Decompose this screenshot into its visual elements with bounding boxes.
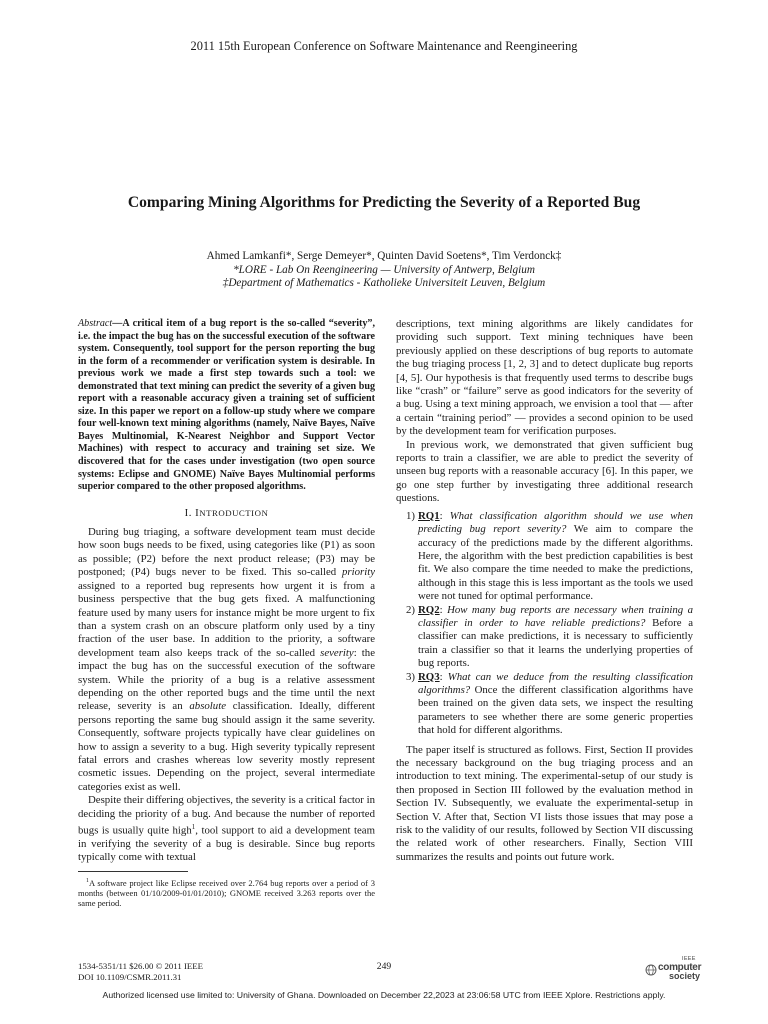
issn-line: 1534-5351/11 $26.00 © 2011 IEEE <box>78 961 204 971</box>
text-run: Despite their differing objectives, the severity is a critical factor in deciding the priority of a bug. And because the number of reported bugs is usually quite high <box>78 794 375 837</box>
globe-icon <box>645 964 657 976</box>
doi-line: DOI 10.1109/CSMR.2011.31 <box>78 972 182 982</box>
footnote-text: A software project like Eclipse received over 2.764 bug reports over a period of 3 months (between 01/10/2009-01/01/2010); GNOME received 3.263 reports over the same period. <box>78 877 375 909</box>
rq-question: What can we deduce from the resulting classification algorithms? <box>418 670 693 696</box>
text-run: : the impact the bug has on the successful execution of the software system. While the priority of a bug is a relative assessment depending on the other reported bugs and the time until the next release, severity is an <box>78 646 375 713</box>
footer-identifiers <box>78 961 203 983</box>
conference-header: 2011 15th European Conference on Software Maintenance and Reengineering <box>190 39 578 53</box>
right-paragraph-2: In previous work, we demonstrated that given sufficient bug reports to train a classifier, we are able to predict the severity of unseen bug reports with a reasonable accuracy [6]. In this paper, we go one step further by investigating three additional research questions. <box>396 438 693 505</box>
text-run: assigned to a reported bug represents how urgent it is from a business perspective that the bug gets fixed. A malfunctioning feature used by many users for instance might be more urgent to fix than a system crash on an obscure platform only used by a tiny fraction of the user base. In addition to the priority, a software development team also keeps track of the so-called <box>78 579 375 659</box>
right-column <box>396 318 693 864</box>
logo-computer-text: computer <box>658 962 702 973</box>
text-run: classification. Ideally, different persons reporting the same bug should assign it the same severity. Consequently, software projects typically have clear guidelines on how to assign a severity to a bug. High severity typically represent fatal errors and crashes whereas low severity mostly represent cosmetic issues. Depending on the project, several intermediate categories exist as well. <box>78 700 375 793</box>
paper-title: Comparing Mining Algorithms for Predicting the Severity of a Reported Bug <box>127 194 641 211</box>
page-number: 249 <box>376 961 392 972</box>
intro-paragraph-2 <box>78 794 375 865</box>
footnote-marker: 1 <box>191 823 196 831</box>
left-column <box>78 318 375 908</box>
right-paragraph-3: The paper itself is structured as follows. First, Section II provides the necessary background on the bug triaging process and an introduction to text mining. The experimental-setup of our study is then proposed in Section III followed by the evaluation method in Section IV. Subsequently, we evaluate the experimental-setup in Section V. After that, Section VI lists those issues that may pose a risk to the validity of our results, followed by Section VII discussing the related work of other researchers. Finally, Section VIII summarizes the results and points out future work. <box>396 743 693 863</box>
abstract-text: —A critical item of a bug report is the so-called “severity”, i.e. the impact the bug has on the successful execution of the software system. Consequently, tool support for the person reporting the bug in the form of a recommender or verification system is desirable. In previous work we made a first step towards such a tool: we demonstrated that text mining can predict the severity of a given bug report with a reasonable accuracy given a training set of sufficient size. In this paper we report on a follow-up study where we compare four well-known text mining algorithms (namely, Naïve Bayes, Naïve Bayes Multinomial, K-Nearest Neighbor and Support Vector Machines) with respect to accuracy and training set size. We discovered that for the cases under investigation (two open source systems: Eclipse and GNOME) Naïve Bayes Multinomial performs superior compared to the other proposed algorithms. <box>78 318 375 493</box>
logo-society-text: society <box>669 971 701 981</box>
list-number: 3) <box>406 670 415 683</box>
footnote <box>78 876 375 908</box>
list-number: 1) <box>406 509 415 522</box>
term-absolute: absolute <box>189 700 226 713</box>
rq-text: We aim to compare the accuracy of the predictions made by the different algorithms. Here, the algorithm with the best prediction capabilities is best fit. We also compare the time needed to make the predictions, although in this stage this is less important as the tools we used were not tuned for optimal performance. <box>418 523 693 603</box>
list-number: 2) <box>406 603 415 616</box>
rq-label: RQ2 <box>418 603 440 616</box>
affiliation-leuven: ‡Department of Mathematics - Katholieke Universiteit Leuven, Belgium <box>222 277 546 289</box>
text-run: , tool support to aid a development team in verifying the severity of a bug is desirable. Since bug reports typically come with textual <box>78 824 375 864</box>
rq-label: RQ3 <box>418 670 440 683</box>
section-initial: I <box>195 506 200 519</box>
rq-question: How many bug reports are necessary when training a classifier in order to have reliable predictions? <box>418 603 693 629</box>
footnote-divider <box>78 871 188 872</box>
section-title-smallcaps: NTRODUCTION <box>199 507 269 518</box>
section-number: I. <box>184 506 196 519</box>
license-notice: Authorized licensed use limited to: University of Ghana. Downloaded on December 22,2023 at 23:06:58 UTC from IEEE Xplore. Restrictions apply. <box>102 990 666 1000</box>
author-names: Ahmed Lamkanfi*, Serge Demeyer*, Quinten David Soetens*, Tim Verdonck‡ <box>206 250 562 262</box>
abstract-lead: Abstract <box>78 318 113 329</box>
rq-question: What classification algorithm should we use when predicting bug report severity? <box>418 509 693 536</box>
author-block <box>0 250 768 291</box>
rq-text: Once the different classification algorithms have been trained on the given data sets, we inspect the resulting parameters to see whether there are some generic properties that hold for different algorithms. <box>418 683 693 737</box>
right-paragraph-1: descriptions, text mining algorithms are likely candidates for providing such support. Text mining techniques have been previously applied on these descriptions of bug reports to automate the bug triaging process [1, 2, 3] and to detect duplicate bug reports [4, 5]. Our hypothesis is that frequently used terms to describe bugs like “crash” or “failure” serve as good indicators for the severity of a bug. Using a text mining approach, we envision a tool that — after a certain “training period” — provides a second opinion to be used by the development team for verification purposes. <box>396 318 693 438</box>
text-run: During bug triaging, a software development team must decide how soon bugs needs to be fixed, using categories like (P1) as soon as possible; (P2) before the next product release; (P3) may be postponed; (P4) bugs never to be fixed. This so-called <box>78 526 375 579</box>
ieee-computer-society-logo <box>645 956 705 982</box>
footnote-mark: 1 <box>86 877 89 884</box>
ieee-wordmark: IEEE <box>682 956 696 962</box>
research-questions-list <box>396 510 693 738</box>
term-priority: priority <box>342 566 375 579</box>
list-item: 1) RQ1: What classification algorithm should we use when predicting bug report severity? We aim to compare the accuracy of the predictions made by the different algorithms. Here, the algorithm with the best prediction capabilities is best fit. We also compare the time needed to make the predictions, although in this stage this is less important as the tools we used were not tuned for optimal performance. <box>406 509 693 603</box>
abstract <box>78 318 375 494</box>
intro-paragraph-1 <box>78 526 375 794</box>
rq-label: RQ1 <box>418 509 440 522</box>
rq-text: Before a classifier can make predictions, it is necessary to sufficiently train a classifier so that it learns the underlying properties of bug reports. <box>418 616 693 670</box>
term-severity: severity <box>320 646 354 659</box>
list-item: 3) RQ3: What can we deduce from the resulting classification algorithms? Once the different classification algorithms have been trained on the given data sets, we inspect the resulting parameters to see whether there are some generic properties that hold for different algorithms. <box>406 670 693 737</box>
list-item: 2) RQ2: How many bug reports are necessary when training a classifier in order to have reliable predictions? Before a classifier can make predictions, it is necessary to sufficiently train a classifier so that it learns the underlying properties of bug reports. <box>406 603 693 670</box>
section-heading-introduction <box>78 507 375 520</box>
affiliation-antwerp: *LORE - Lab On Reengineering — University of Antwerp, Belgium <box>233 263 535 276</box>
